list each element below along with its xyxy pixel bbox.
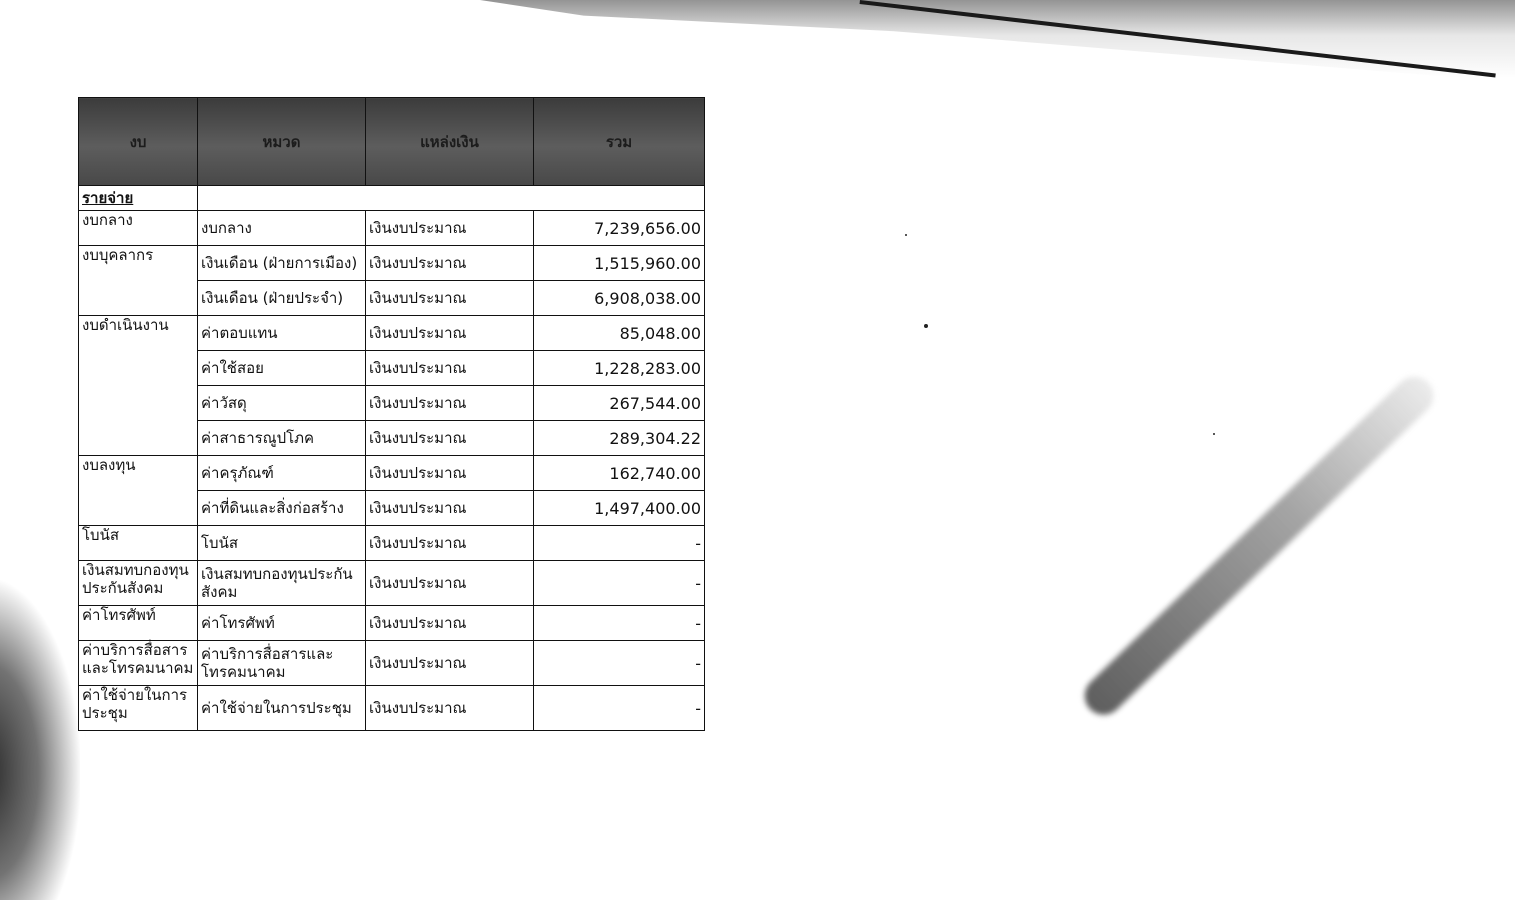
header-row xyxy=(79,98,705,186)
group-cell: งบลงทุน xyxy=(79,456,198,526)
table-row xyxy=(79,211,705,246)
section-fill xyxy=(198,186,705,211)
amount-cell: 1,497,400.00 xyxy=(534,491,705,526)
source-cell: เงินงบประมาณ xyxy=(366,421,534,456)
group-cell: งบบุคลากร xyxy=(79,246,198,316)
source-cell: เงินงบประมาณ xyxy=(366,386,534,421)
amount-cell: 267,544.00 xyxy=(534,386,705,421)
category-cell: ค่าครุภัณฑ์ xyxy=(198,456,366,491)
section-row xyxy=(79,186,705,211)
group-cell: ค่าบริการสื่อสารและโทรคมนาคม xyxy=(79,641,198,686)
source-cell: เงินงบประมาณ xyxy=(366,456,534,491)
speck xyxy=(924,324,928,328)
category-cell: เงินสมทบกองทุนประกันสังคม xyxy=(198,561,366,606)
source-cell: เงินงบประมาณ xyxy=(366,491,534,526)
table-row xyxy=(79,526,705,561)
category-cell: ค่าสาธารณูปโภค xyxy=(198,421,366,456)
source-cell: เงินงบประมาณ xyxy=(366,211,534,246)
table-row xyxy=(79,246,705,281)
source-cell: เงินงบประมาณ xyxy=(366,316,534,351)
speck xyxy=(1213,433,1215,435)
group-cell: เงินสมทบกองทุนประกันสังคม xyxy=(79,561,198,606)
scan-smudge xyxy=(1077,369,1441,723)
table-row xyxy=(79,456,705,491)
table-row xyxy=(79,316,705,351)
source-cell: เงินงบประมาณ xyxy=(366,686,534,731)
scan-shadow-top xyxy=(480,0,1515,78)
header-total: รวม xyxy=(534,98,705,186)
category-cell: ค่าบริการสื่อสารและโทรคมนาคม xyxy=(198,641,366,686)
amount-cell: 1,515,960.00 xyxy=(534,246,705,281)
amount-cell: - xyxy=(534,686,705,731)
source-cell: เงินงบประมาณ xyxy=(366,641,534,686)
category-cell: เงินเดือน (ฝ่ายประจำ) xyxy=(198,281,366,316)
budget-table xyxy=(78,97,705,731)
source-cell: เงินงบประมาณ xyxy=(366,246,534,281)
section-label: รายจ่าย xyxy=(79,186,198,211)
amount-cell: 7,239,656.00 xyxy=(534,211,705,246)
amount-cell: 1,228,283.00 xyxy=(534,351,705,386)
scan-shadow-left xyxy=(0,580,80,900)
category-cell: เงินเดือน (ฝ่ายการเมือง) xyxy=(198,246,366,281)
speck xyxy=(905,234,907,236)
table-row xyxy=(79,641,705,686)
header-group: งบ xyxy=(79,98,198,186)
amount-cell: - xyxy=(534,526,705,561)
source-cell: เงินงบประมาณ xyxy=(366,351,534,386)
source-cell: เงินงบประมาณ xyxy=(366,561,534,606)
amount-cell: - xyxy=(534,561,705,606)
amount-cell: - xyxy=(534,606,705,641)
category-cell: ค่าใช้จ่ายในการประชุม xyxy=(198,686,366,731)
table-row xyxy=(79,686,705,731)
category-cell: ค่าที่ดินและสิ่งก่อสร้าง xyxy=(198,491,366,526)
category-cell: ค่าวัสดุ xyxy=(198,386,366,421)
source-cell: เงินงบประมาณ xyxy=(366,526,534,561)
group-cell: ค่าโทรศัพท์ xyxy=(79,606,198,641)
category-cell: ค่าตอบแทน xyxy=(198,316,366,351)
group-cell: งบดำเนินงาน xyxy=(79,316,198,456)
group-cell: โบนัส xyxy=(79,526,198,561)
category-cell: ค่าใช้สอย xyxy=(198,351,366,386)
table-row xyxy=(79,606,705,641)
group-cell: ค่าใช้จ่ายในการประชุม xyxy=(79,686,198,731)
category-cell: ค่าโทรศัพท์ xyxy=(198,606,366,641)
amount-cell: 162,740.00 xyxy=(534,456,705,491)
amount-cell: 6,908,038.00 xyxy=(534,281,705,316)
amount-cell: - xyxy=(534,641,705,686)
group-cell: งบกลาง xyxy=(79,211,198,246)
category-cell: งบกลาง xyxy=(198,211,366,246)
amount-cell: 289,304.22 xyxy=(534,421,705,456)
amount-cell: 85,048.00 xyxy=(534,316,705,351)
source-cell: เงินงบประมาณ xyxy=(366,281,534,316)
header-category: หมวด xyxy=(198,98,366,186)
table-row xyxy=(79,561,705,606)
header-source: แหล่งเงิน xyxy=(366,98,534,186)
source-cell: เงินงบประมาณ xyxy=(366,606,534,641)
category-cell: โบนัส xyxy=(198,526,366,561)
